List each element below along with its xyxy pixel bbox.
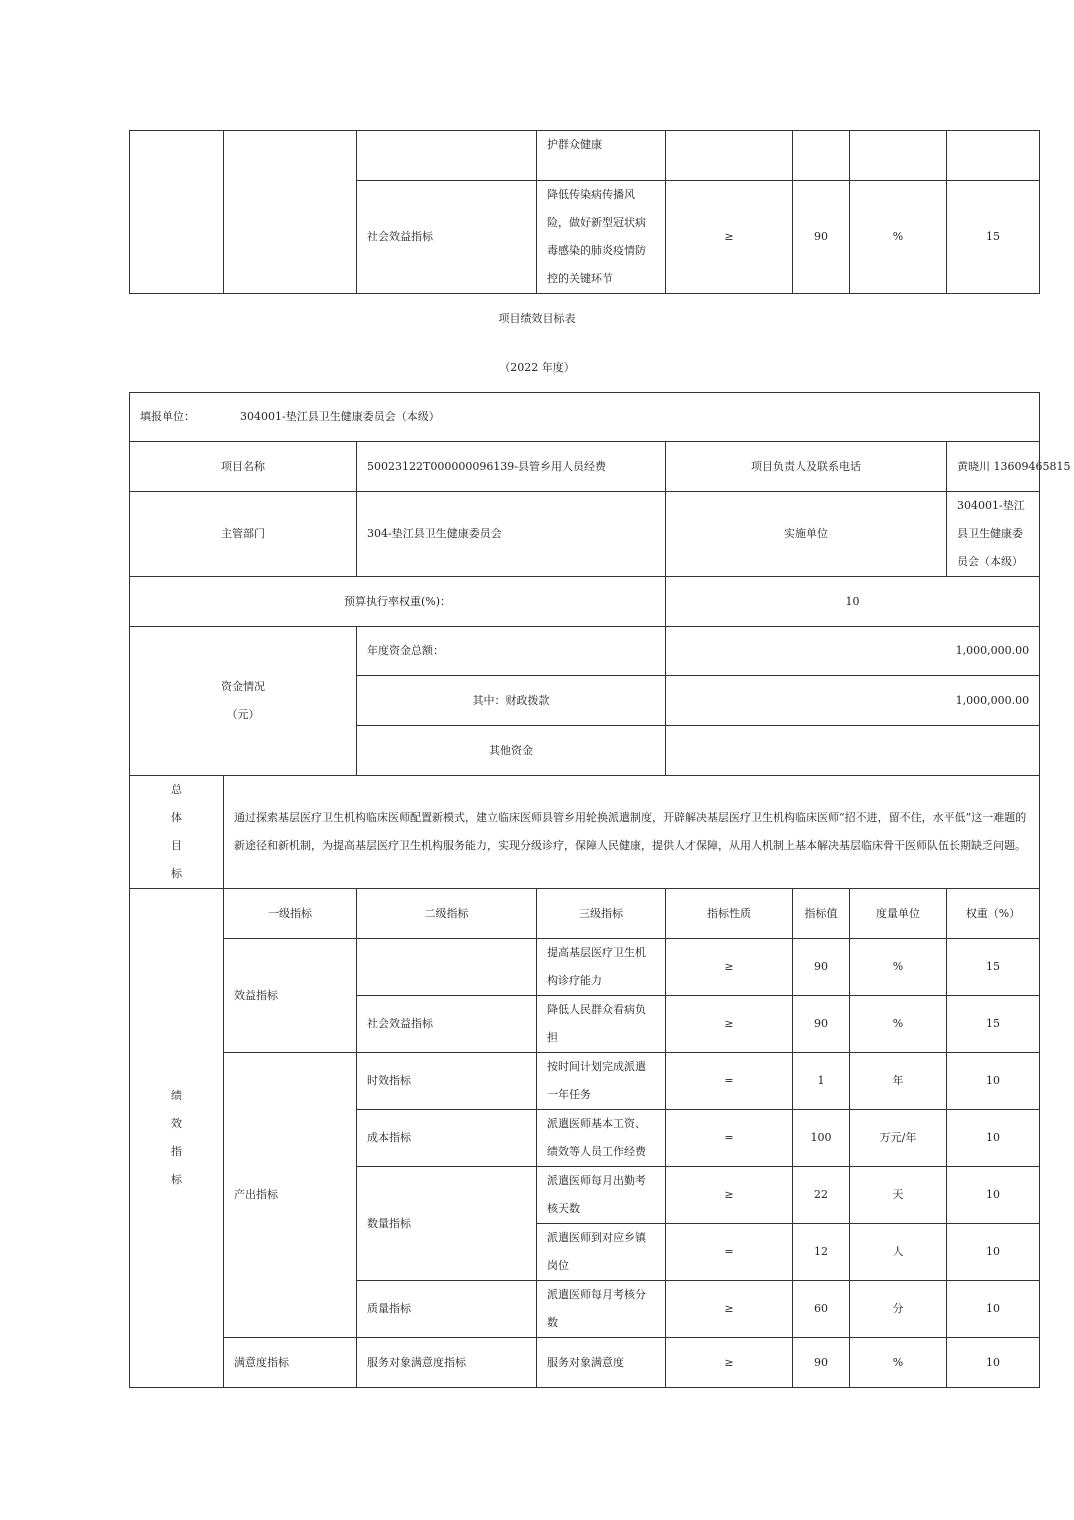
contact-label: 项目负责人及联系电话 — [666, 442, 947, 492]
col-header-level1: 一级指标 — [224, 889, 357, 939]
cont-unit: % — [850, 181, 947, 294]
budget-rate-label: 预算执行率权重(%)： — [130, 577, 666, 627]
table-row: 派遣医师到对应乡镇岗位 = 12 人 10 — [130, 1224, 1040, 1281]
table-row: 产出指标 时效指标 按时间计划完成派遣一年任务 = 1 年 10 — [130, 1053, 1040, 1110]
cont-level3-text-2: 降低传染病传播风险，做好新型冠状病毒感染的肺炎疫情防控的关键环节 — [537, 181, 666, 294]
continuation-table — [129, 130, 1040, 294]
quantity-level2: 数量指标 — [357, 1167, 537, 1281]
table-row: 数量指标 派遣医师每月出勤考核天数 ≥ 22 天 10 — [130, 1167, 1040, 1224]
funds-label-line1: 资金情况 — [221, 680, 265, 693]
output-level1: 产出指标 — [224, 1053, 357, 1338]
funds-total-label: 年度资金总额： — [357, 627, 666, 676]
col-header-weight: 权重（%） — [947, 889, 1040, 939]
benefit-level1: 效益指标 — [224, 939, 357, 1053]
table-row: 社会效益指标 降低人民群众看病负担 ≥ 90 % 15 — [130, 996, 1040, 1053]
page-title: 项目绩效目标表 — [498, 312, 576, 325]
performance-target-table — [129, 392, 1071, 1388]
col-header-nature: 指标性质 — [666, 889, 793, 939]
project-name-value: 50023122T000000096139-县管乡用人员经费 — [357, 442, 666, 492]
funds-fiscal-label: 其中：财政拨款 — [357, 676, 666, 726]
dept-label: 主管部门 — [130, 492, 357, 577]
funds-total-value: 1,000,000.00 — [666, 627, 1040, 676]
year-subtitle: （2022 年度） — [499, 361, 575, 374]
funds-other-value — [666, 726, 1040, 776]
col-header-level3: 三级指标 — [537, 889, 666, 939]
cont-level2-text: 社会效益指标 — [357, 181, 537, 294]
contact-value: 黄晓川 13609465815 — [947, 442, 1040, 492]
table-row: 满意度指标 服务对象满意度指标 服务对象满意度 ≥ 90 % 10 — [130, 1338, 1040, 1388]
cont-cell-empty-2 — [224, 131, 357, 294]
fill-unit-row — [130, 393, 1040, 442]
cont-level3-text: 护群众健康 — [537, 131, 666, 181]
cont-nature: ≥ — [666, 181, 793, 294]
col-header-unit: 度量单位 — [850, 889, 947, 939]
goal-text: 通过探索基层医疗卫生机构临床医师配置新模式，建立临床医师县管乡用轮换派遣制度，开辟解决基层医疗卫生机构临床医师“招不进，留不住，水平低”这一难题的新途径和新机制，为提高基层医疗卫生机构服务能力，实现分级诊疗，保障人民健康，提供人才保障，从用人机制上基本解决基层临床骨干医师队伍长期缺乏问题。 — [224, 776, 1040, 889]
fill-unit-value: 304001-垫江县卫生健康委员会（本级） — [240, 410, 440, 423]
table-row: 效益指标 提高基层医疗卫生机构诊疗能力 ≥ 90 % 15 — [130, 939, 1040, 996]
cont-cell-empty-3 — [357, 131, 537, 181]
impl-label: 实施单位 — [666, 492, 947, 577]
fill-unit-label: 填报单位： — [140, 410, 195, 423]
col-header-value: 指标值 — [793, 889, 850, 939]
funds-label — [130, 627, 357, 776]
table-row: 质量指标 派遣医师每月考核分数 ≥ 60 分 10 — [130, 1281, 1040, 1338]
cont-weight: 15 — [947, 181, 1040, 294]
cont-cell-empty-1 — [130, 131, 224, 294]
budget-rate-value: 10 — [666, 577, 1040, 627]
funds-label-line2: （元） — [226, 708, 260, 721]
funds-other-label: 其他资金 — [357, 726, 666, 776]
project-name-label: 项目名称 — [130, 442, 357, 492]
goal-label: 总 体 目 标 — [130, 776, 224, 889]
funds-fiscal-value: 1,000,000.00 — [666, 676, 1040, 726]
col-header-level2: 二级指标 — [357, 889, 537, 939]
table-row: 成本指标 派遣医师基本工资、绩效等人员工作经费 = 100 万元/年 10 — [130, 1110, 1040, 1167]
satisfaction-level1: 满意度指标 — [224, 1338, 357, 1388]
dept-value: 304-垫江县卫生健康委员会 — [357, 492, 666, 577]
indicators-label: 绩 效 指 标 — [130, 889, 224, 1388]
impl-value: 304001-垫江县卫生健康委员会（本级） — [947, 492, 1040, 577]
cont-value: 90 — [793, 181, 850, 294]
